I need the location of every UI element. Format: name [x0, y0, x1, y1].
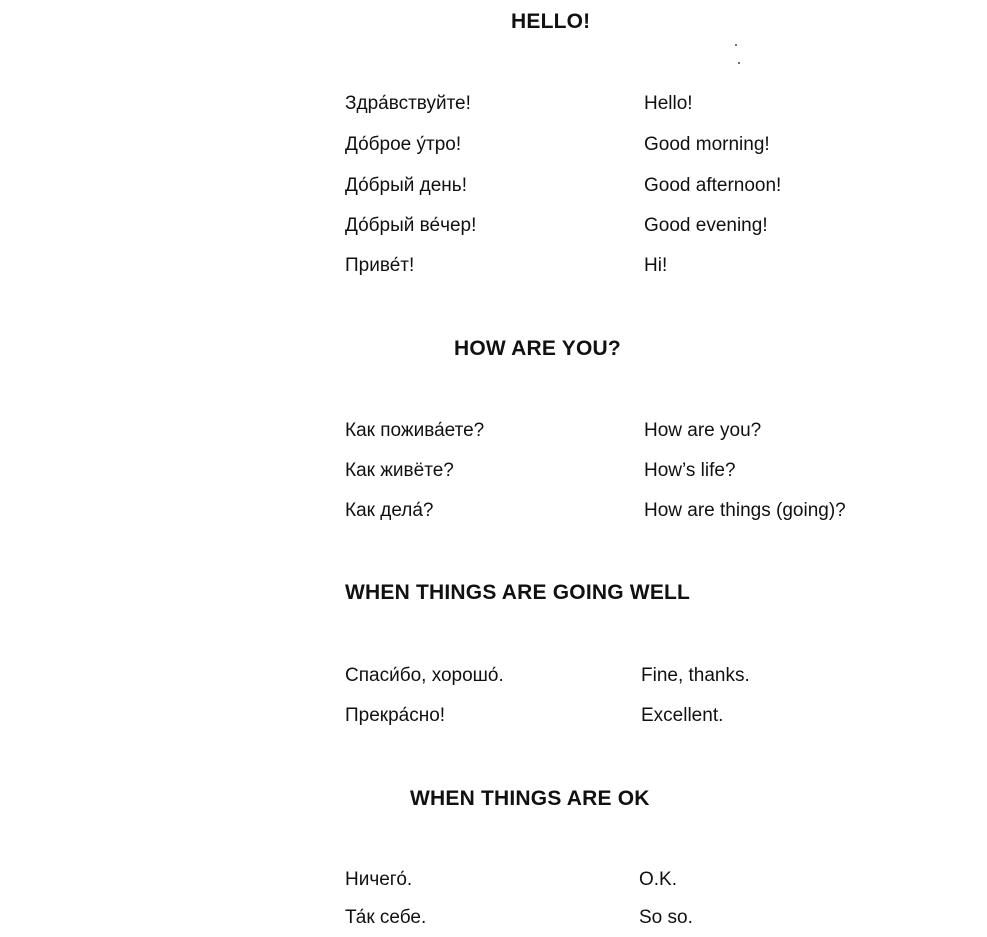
- english-translation: Hi!: [644, 255, 668, 276]
- russian-phrase: Прекра́сно!: [345, 705, 446, 726]
- russian-phrase: Спаси́бо, хорошо́.: [345, 665, 504, 686]
- section-heading-ok: WHEN THINGS ARE OK: [410, 787, 650, 810]
- russian-phrase: Приве́т!: [345, 255, 415, 276]
- english-translation: How are things (going)?: [644, 500, 846, 521]
- russian-phrase: Здра́вствуйте!: [345, 93, 471, 114]
- russian-phrase: До́брый день!: [345, 175, 467, 196]
- scan-speck: [738, 62, 740, 64]
- russian-phrase: До́брый ве́чер!: [345, 215, 477, 236]
- russian-phrase: Как пожива́ете?: [345, 420, 485, 441]
- russian-phrase: Ничего́.: [345, 869, 413, 890]
- english-translation: How’s life?: [644, 460, 736, 481]
- english-translation: Hello!: [644, 93, 693, 114]
- english-translation: Fine, thanks.: [641, 665, 750, 686]
- english-translation: How are you?: [644, 420, 762, 441]
- section-heading-how-are-you: HOW ARE YOU?: [454, 337, 621, 360]
- scan-speck: [735, 44, 737, 46]
- english-translation: Excellent.: [641, 705, 724, 726]
- english-translation: O.K.: [639, 869, 678, 890]
- russian-phrase: Та́к себе.: [345, 907, 427, 928]
- section-heading-going-well: WHEN THINGS ARE GOING WELL: [345, 581, 691, 604]
- section-heading-hello: HELLO!: [511, 10, 591, 33]
- english-translation: Good morning!: [644, 134, 770, 155]
- english-translation: So so.: [639, 907, 693, 928]
- english-translation: Good afternoon!: [644, 175, 782, 196]
- english-translation: Good evening!: [644, 215, 768, 236]
- russian-phrase: Как дела́?: [345, 500, 434, 521]
- russian-phrase: Как живёте?: [345, 460, 454, 481]
- russian-phrase: До́брое у́тро!: [345, 134, 462, 155]
